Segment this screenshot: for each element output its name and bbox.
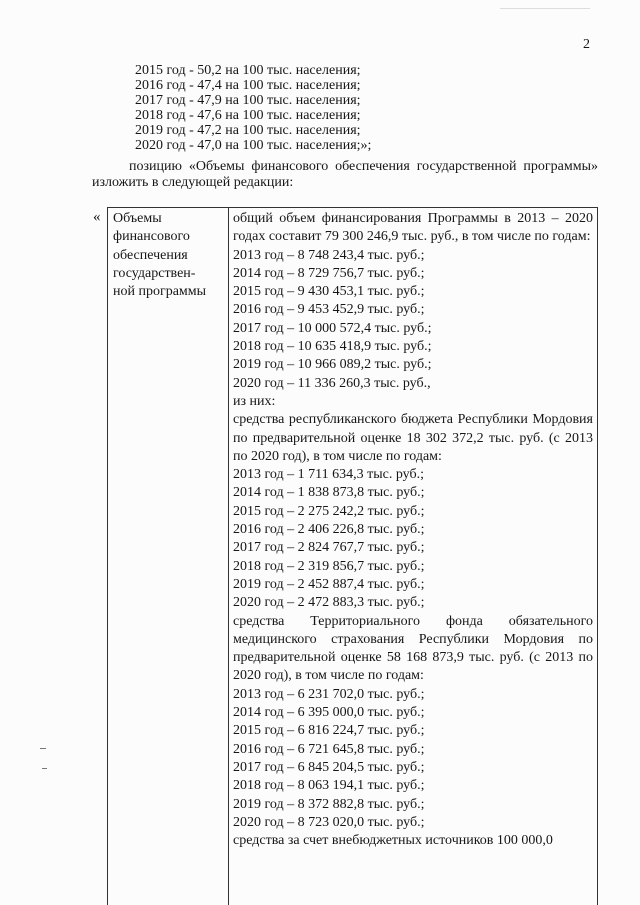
total-year-line: 2019 год – 10 966 089,2 тыс. руб.;: [233, 357, 432, 373]
republic-year-line: 2019 год – 2 452 887,4 тыс. руб.;: [233, 576, 425, 592]
of-them-label: из них:: [233, 393, 276, 409]
indicator-line: 2018 год - 47,6 на 100 тыс. населения;: [135, 108, 361, 123]
fund-year-line: 2015 год – 6 816 224,7 тыс. руб.;: [233, 723, 425, 739]
total-year-line: 2016 год – 9 453 452,9 тыс. руб.;: [233, 302, 425, 318]
position-name-line: финансового: [113, 229, 190, 245]
intro-paragraph: позицию «Объемы финансового обеспечения государственной программы» изложить в следующей редакции:: [92, 159, 598, 190]
fund-year-line: 2019 год – 8 372 882,8 тыс. руб.;: [233, 796, 425, 812]
indicator-values-list: [135, 63, 605, 153]
position-name-line: государствен-: [113, 265, 196, 281]
republic-year-line: 2017 год – 2 824 767,7 тыс. руб.;: [233, 540, 425, 556]
position-name-line: Объемы: [113, 211, 162, 226]
indicator-line: 2019 год - 47,2 на 100 тыс. населения;: [135, 123, 361, 138]
insurance-fund-paragraph: средства Территориального фонда обязательного медицинского страхования Республики Мордовия по предварительной оценке 58 168 873,9 тыс. руб. (с 2013 по 2020 год), в том числе по годам:: [233, 613, 593, 684]
fund-year-line: 2014 год – 6 395 000,0 тыс. руб.;: [233, 705, 425, 721]
indicator-line: 2016 год - 47,4 на 100 тыс. населения;: [135, 78, 361, 93]
fund-year-line: 2018 год – 8 063 194,1 тыс. руб.;: [233, 778, 425, 794]
scan-artifact: [42, 768, 47, 769]
fund-year-line: 2013 год – 6 231 702,0 тыс. руб.;: [233, 686, 425, 702]
position-name-line: обеспечения: [113, 247, 188, 263]
fund-year-line: 2020 год – 8 723 020,0 тыс. руб.;: [233, 814, 425, 830]
position-name-line: ной программы: [113, 284, 207, 300]
total-year-line: 2018 год – 10 635 418,9 тыс. руб.;: [233, 339, 432, 355]
scan-artifact: [500, 8, 590, 9]
indicator-line: 2020 год - 47,0 на 100 тыс. населения;»;: [135, 138, 372, 153]
total-year-line: 2013 год – 8 748 243,4 тыс. руб.;: [233, 247, 425, 263]
republic-year-line: 2018 год – 2 319 856,7 тыс. руб.;: [233, 558, 425, 574]
page-number: 2: [583, 37, 590, 52]
fund-year-line: 2017 год – 6 845 204,5 тыс. руб.;: [233, 759, 425, 775]
republic-year-line: 2020 год – 2 472 883,3 тыс. руб.;: [233, 595, 425, 611]
republic-budget-paragraph: средства республиканского бюджета Республики Мордовия по предварительной оценке 18 302 372,2 тыс. руб. (с 2013 по 2020 год), в том числе по годам:: [233, 412, 593, 464]
fund-year-line: 2016 год – 6 721 645,8 тыс. руб.;: [233, 741, 425, 757]
funding-table: [107, 207, 598, 905]
total-funding-paragraph: общий объем финансирования Программы в 2013 – 2020 годах составит 79 300 246,9 тыс. руб., в том числе по годам:: [233, 211, 593, 245]
funding-details-cell: [233, 210, 593, 850]
republic-year-line: 2015 год – 2 275 242,2 тыс. руб.;: [233, 503, 425, 519]
republic-year-line: 2016 год – 2 406 226,8 тыс. руб.;: [233, 522, 425, 538]
opening-quote: «: [93, 209, 101, 225]
total-year-line: 2015 год – 9 430 453,1 тыс. руб.;: [233, 284, 425, 300]
column-divider: [228, 208, 229, 905]
total-year-line: 2020 год – 11 336 260,3 тыс. руб.,: [233, 375, 431, 391]
total-year-line: 2014 год – 8 729 756,7 тыс. руб.;: [233, 265, 425, 281]
republic-year-line: 2014 год – 1 838 873,8 тыс. руб.;: [233, 485, 425, 501]
total-year-line: 2017 год – 10 000 572,4 тыс. руб.;: [233, 320, 432, 336]
indicator-line: 2017 год - 47,9 на 100 тыс. населения;: [135, 93, 361, 108]
extrabudgetary-line: средства за счет внебюджетных источников 100 000,0: [233, 833, 553, 849]
indicator-line: 2015 год - 50,2 на 100 тыс. населения;: [135, 63, 361, 78]
republic-year-line: 2013 год – 1 711 634,3 тыс. руб.;: [233, 467, 424, 483]
scan-artifact: [40, 748, 46, 749]
position-name-cell: [113, 210, 221, 301]
